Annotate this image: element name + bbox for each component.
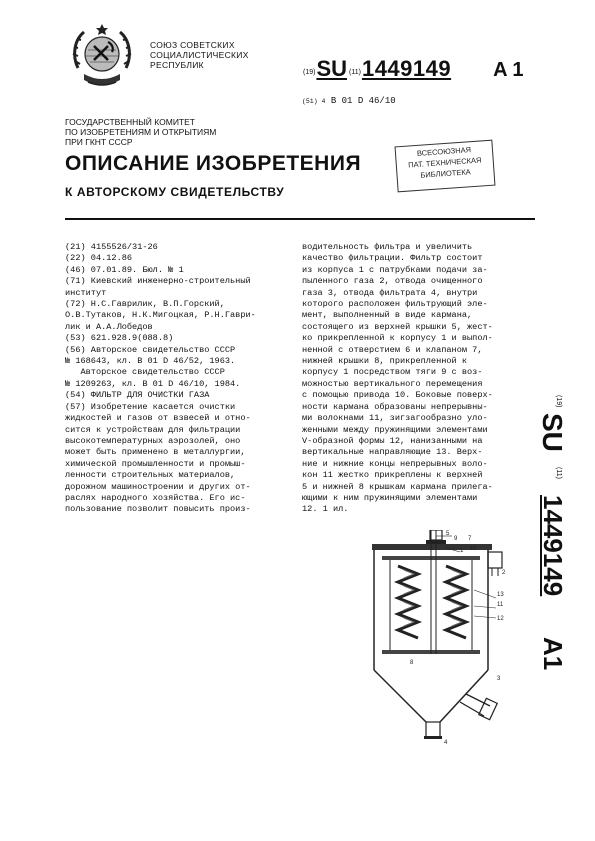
abstract-line: кон 11 жестко прикреплены к верхней	[302, 470, 483, 481]
kind-code: A 1	[493, 59, 524, 81]
committee-line: ГОСУДАРСТВЕННЫЙ КОМИТЕТ	[65, 117, 195, 127]
figure-label: 9	[454, 536, 458, 542]
figure-label: 13	[497, 592, 504, 598]
biblio-line: № 168643, кл. B 01 D 46/52, 1963.	[65, 356, 236, 367]
abstract-line: V-образной формы 12, нанизанными на	[302, 435, 483, 446]
abstract-line: ко прикрепленной к корпусу 1 и выпол-	[302, 333, 493, 344]
abstract-column	[302, 242, 534, 516]
side-code-19: (19)	[555, 395, 562, 408]
union-line: СОЮЗ СОВЕТСКИХ	[150, 40, 235, 50]
abstract-line: пыленного газа 2, отвода очищенного	[302, 276, 483, 287]
biblio-line: может быть применено в металлургии,	[65, 447, 246, 458]
stamp-line: ВСЕСОЮЗНАЯ	[416, 145, 472, 158]
abstract-line: газа 3, отвода фильтрата 4, внутри	[302, 287, 478, 298]
stamp-line: БИБЛИОТЕКА	[420, 167, 471, 180]
figure-label: 8	[410, 660, 414, 666]
committee-line: ПРИ ГКНТ СССР	[65, 137, 133, 147]
figure-label: 11	[497, 602, 504, 608]
filter-drawing	[370, 530, 510, 748]
abstract-line: ющими к ним пружинящими элементами	[302, 492, 478, 503]
biblio-line: (46) 07.01.89. Бюл. № 1	[65, 264, 184, 275]
stamp-line: ПАТ. ТЕХНИЧЕСКАЯ	[407, 155, 482, 170]
side-kind: A1	[538, 637, 568, 671]
abstract-line: из корпуса 1 с патрубками подачи за-	[302, 264, 488, 275]
biblio-line: (71) Киевский инженерно-строительный	[65, 276, 251, 287]
biblio-line: химической промышленности и промыш-	[65, 458, 246, 469]
biblio-line: (53) 621.928.9(088.8)	[65, 333, 174, 344]
biblio-line: № 1209263, кл. B 01 D 46/10, 1984.	[65, 378, 241, 389]
abstract-line: женными между пружинящими элементами	[302, 424, 488, 435]
abstract-line: ние и нижние концы непрерывных воло-	[302, 458, 488, 469]
abstract-line: мент, выполненный в виде кармана,	[302, 310, 473, 321]
ipc-value: B 01 D 46/10	[330, 96, 396, 106]
bibliographic-column	[65, 242, 295, 516]
ussr-emblem-icon	[68, 20, 136, 92]
abstract-line: 12. 1 ил.	[302, 504, 349, 515]
biblio-line: раслях народного хозяйства. Его ис-	[65, 492, 246, 503]
union-line: СОЦИАЛИСТИЧЕСКИХ	[150, 50, 249, 60]
biblio-line: высокотемпературных аэрозолей, оно	[65, 435, 241, 446]
country-code: SU	[316, 56, 348, 81]
abstract-line: с помощью привода 10. Боковые поверх-	[302, 390, 493, 401]
side-code-11: (11)	[555, 467, 562, 479]
side-patent-number: 1449149	[538, 495, 568, 597]
abstract-line: которого расположен фильтрующий эле-	[302, 299, 488, 310]
ipc-code: (51) 4	[302, 98, 326, 105]
abstract-line: ненной с отверстием 6 и клапаном 7,	[302, 344, 483, 355]
figure-label: 12	[497, 616, 504, 622]
abstract-line: качество фильтрации. Фильтр состоит	[302, 253, 483, 264]
figure-label: 10	[470, 546, 477, 552]
biblio-line: (72) Н.С.Гаврилик, В.П.Горский,	[65, 299, 225, 310]
header-divider	[65, 218, 535, 220]
figure-label: 3	[497, 676, 501, 682]
union-line: РЕСПУБЛИК	[150, 60, 204, 70]
abstract-line: 5 и нижней 8 крышкам кармана прилега-	[302, 481, 493, 492]
code-19: (19)	[303, 69, 316, 76]
committee-line: ПО ИЗОБРЕТЕНИЯМ И ОТКРЫТИЯМ	[65, 127, 217, 137]
biblio-line: (22) 04.12.86	[65, 253, 133, 264]
figure-label: 7	[468, 536, 472, 542]
biblio-line: дорожном машиностроении и других от-	[65, 481, 251, 492]
biblio-line: сится к устройствам для фильтрации	[65, 424, 241, 435]
patent-number: 1449149	[361, 56, 452, 81]
abstract-line: вертикальные направляющие 13. Верх-	[302, 447, 483, 458]
abstract-line: состоящего из верхней крышки 5, жест-	[302, 321, 493, 332]
abstract-line: ности кармана образованы непрерывны-	[302, 401, 488, 412]
biblio-line: (57) Изобретение касается очистки	[65, 401, 236, 412]
biblio-line: институт	[65, 287, 107, 298]
figure-label: 5	[446, 531, 450, 537]
ipc-classification	[302, 96, 396, 106]
biblio-line: жидкостей и газов от взвесей и отно-	[65, 413, 251, 424]
committee-name	[65, 117, 216, 147]
biblio-line: ленности строительных материалов,	[65, 470, 236, 481]
biblio-line: Авторское свидетельство СССР	[65, 367, 225, 378]
biblio-line: пользование позволит повысить произ-	[65, 504, 251, 515]
abstract-line: водительность фильтра и увеличить	[302, 242, 473, 252]
patent-number-row	[303, 56, 524, 82]
figure-label: 2	[502, 570, 506, 576]
biblio-line: (56) Авторское свидетельство СССР	[65, 344, 236, 355]
biblio-line: (21) 4155526/31-26	[65, 242, 158, 252]
union-name	[150, 40, 249, 70]
code-11: (11)	[349, 69, 361, 76]
side-country: SU	[537, 413, 568, 452]
abstract-line: можностью вертикального перемещения	[302, 378, 483, 389]
figure-label: 1	[460, 548, 464, 554]
abstract-line: ми волокнами 11, зигзагообразно уло-	[302, 413, 488, 424]
document-subtitle: К АВТОРСКОМУ СВИДЕТЕЛЬСТВУ	[65, 185, 285, 199]
figure-label: 4	[444, 740, 448, 746]
library-stamp	[395, 140, 496, 193]
side-designation	[510, 395, 570, 675]
abstract-line: нижней крышки 8, прикрепленной к	[302, 356, 468, 367]
abstract-line: корпусу 1 посредством тяги 9 с воз-	[302, 367, 483, 378]
document-title: ОПИСАНИЕ ИЗОБРЕТЕНИЯ	[65, 152, 362, 175]
biblio-line: (54) ФИЛЬТР ДЛЯ ОЧИСТКИ ГАЗА	[65, 390, 210, 401]
biblio-line: лик и А.А.Лобедов	[65, 321, 153, 332]
biblio-line: О.В.Тутаков, Н.К.Мигоцкая, Р.Н.Гаври-	[65, 310, 256, 321]
